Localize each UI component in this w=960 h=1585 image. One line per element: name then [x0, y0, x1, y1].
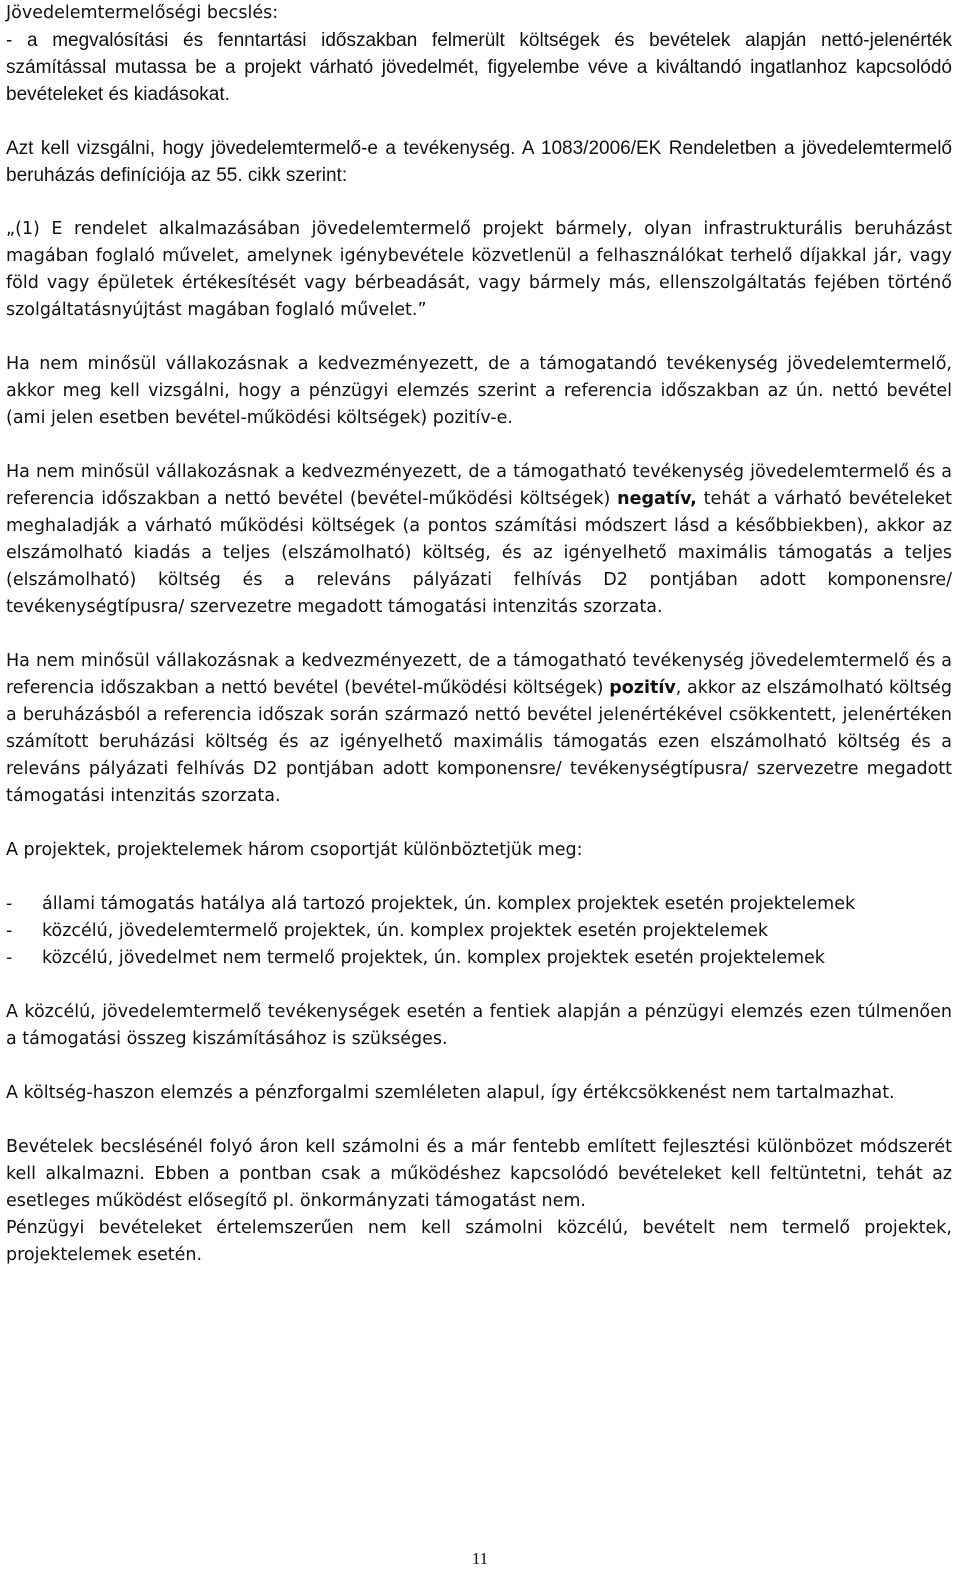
text-segment: tehát a várható bevételeket meghaladják a várható működési költségek (a pontos számítási módszert lásd a későbbiekben), akkor az elszámolható kiadás a teljes (elszámolható) költség, és az igényelhető maximális támogatás a teljes (elszámolható) költség és a releváns pályázati felhívás D2 pontjában adott komponensre/ tevékenységtípusra/ szervezetre megadott támogatási intenzitás szorzata. — [6, 489, 952, 617]
list-marker: - — [6, 921, 13, 941]
list-item — [6, 918, 952, 945]
regulation-quote: „(1) E rendelet alkalmazásában jövedelemtermelő projekt bármely, olyan infrastrukturális beruházást magában foglaló művelet, amelynek igénybevétele közvetlenül a felhasználókat terhelő díjakkal jár, vagy föld vagy épületek értékesítését vagy bérbeadását, vagy bármely más, ellenszolgáltatás fejében történő szolgáltatásnyújtást magában foglaló művelet.” — [6, 219, 952, 320]
text-segment: , akkor az elszámolható költség a beruházásból a referencia időszak során származó nettó bevétel jelenértékével csökkentett, jelenértéken számított beruházási költség és az igényelhető maximális támogatás ezen elszámolható költség és a releváns pályázati felhívás D2 pontjában adott komponensre/ tevékenységtípusra/ szervezetre megadott támogatási intenzitás szorzata. — [6, 678, 952, 806]
cost-benefit-paragraph: A költség-haszon elemzés a pénzforgalmi szemléleten alapul, így értékcsökkenést nem tartalmazhat. — [6, 1083, 895, 1103]
project-groups-list — [6, 891, 952, 972]
list-item — [6, 891, 952, 918]
bold-keyword: negatív, — [617, 489, 697, 509]
text-segment: Ha nem minősül vállakozásnak a kedvezményezett, de a támogatható tevékenység jövedelemtermelő és a referencia időszakban a nettó bevétel (bevétel-működési költségek) — [6, 462, 952, 509]
groups-intro: A projektek, projektelemek három csoportját különböztetjük meg: — [6, 840, 583, 860]
spacer — [6, 1107, 952, 1134]
positive-check-paragraph: Ha nem minősül vállakozásnak a kedvezményezett, de a támogatandó tevékenység jövedelemtermelő, akkor meg kell vizsgálni, hogy a pénzügyi elemzés szerint a referencia időszakban az ún. nettó bevétel (ami jelen esetben bevétel-működési költségek) pozitív-e. — [6, 354, 952, 428]
list-item-text: állami támogatás hatálya alá tartozó projektek, ún. komplex projektek esetén projektelemek — [42, 894, 856, 914]
spacer — [6, 108, 952, 135]
text-segment: Ha nem minősül vállakozásnak a kedvezményezett, de a támogatható tevékenység jövedelemtermelő és a referencia időszakban a nettó bevétel (bevétel-működési költségek) — [6, 651, 952, 698]
spacer — [6, 324, 952, 351]
spacer — [6, 864, 952, 891]
list-item-text: közcélú, jövedelmet nem termelő projektek, ún. komplex projektek esetén projektelemek — [42, 948, 825, 968]
definition-intro-paragraph: Azt kell vizsgálni, hogy jövedelemtermelő-e a tevékenység. A 1083/2006/EK Rendeletben a jövedelemtermelő beruházás definíciója az 55. cikk szerint: — [6, 138, 952, 186]
list-item-text: közcélú, jövedelemtermelő projektek, ún. komplex projektek esetén projektelemek — [42, 921, 769, 941]
bold-keyword: pozitív — [609, 678, 676, 698]
revenue-estimate-paragraph: Bevételek becslésénél folyó áron kell számolni és a már fentebb említett fejlesztési különbözet módszerét kell alkalmazni. Ebben a pontban csak a működéshez kapcsolódó bevételeket kell feltüntetni, tehát az esetleges működést elősegítő pl. önkormányzati támogatást nem. — [6, 1137, 952, 1211]
spacer — [6, 972, 952, 999]
intro-paragraph: - a megvalósítási és fenntartási időszakban felmerült költségek és bevételek alapján nettó-jelenérték számítással mutassa be a projekt várható jövedelmét, figyelembe véve a kiváltandó ingatlanhoz kapcsolódó bevételeket és kiadásokat. — [6, 30, 952, 105]
document-page — [6, 0, 952, 1269]
spacer — [6, 189, 952, 216]
spacer — [6, 1053, 952, 1080]
page-number: 11 — [471, 1549, 489, 1568]
financial-revenue-paragraph: Pénzügyi bevételeket értelemszerűen nem kell számolni közcélú, bevételt nem termelő projektek, projektelemek esetén. — [6, 1218, 952, 1265]
public-income-paragraph: A közcélú, jövedelemtermelő tevékenységek esetén a fentiek alapján a pénzügyi elemzés ezen túlmenően a támogatási összeg kiszámításához is szükséges. — [6, 1002, 952, 1049]
list-marker: - — [6, 894, 13, 914]
list-item — [6, 945, 952, 972]
list-marker: - — [6, 948, 13, 968]
spacer — [6, 810, 952, 837]
section-heading: Jövedelemtermelőségi becslés: — [6, 3, 279, 23]
positive-case-paragraph — [6, 648, 952, 810]
negative-case-paragraph — [6, 459, 952, 621]
spacer — [6, 621, 952, 648]
spacer — [6, 432, 952, 459]
